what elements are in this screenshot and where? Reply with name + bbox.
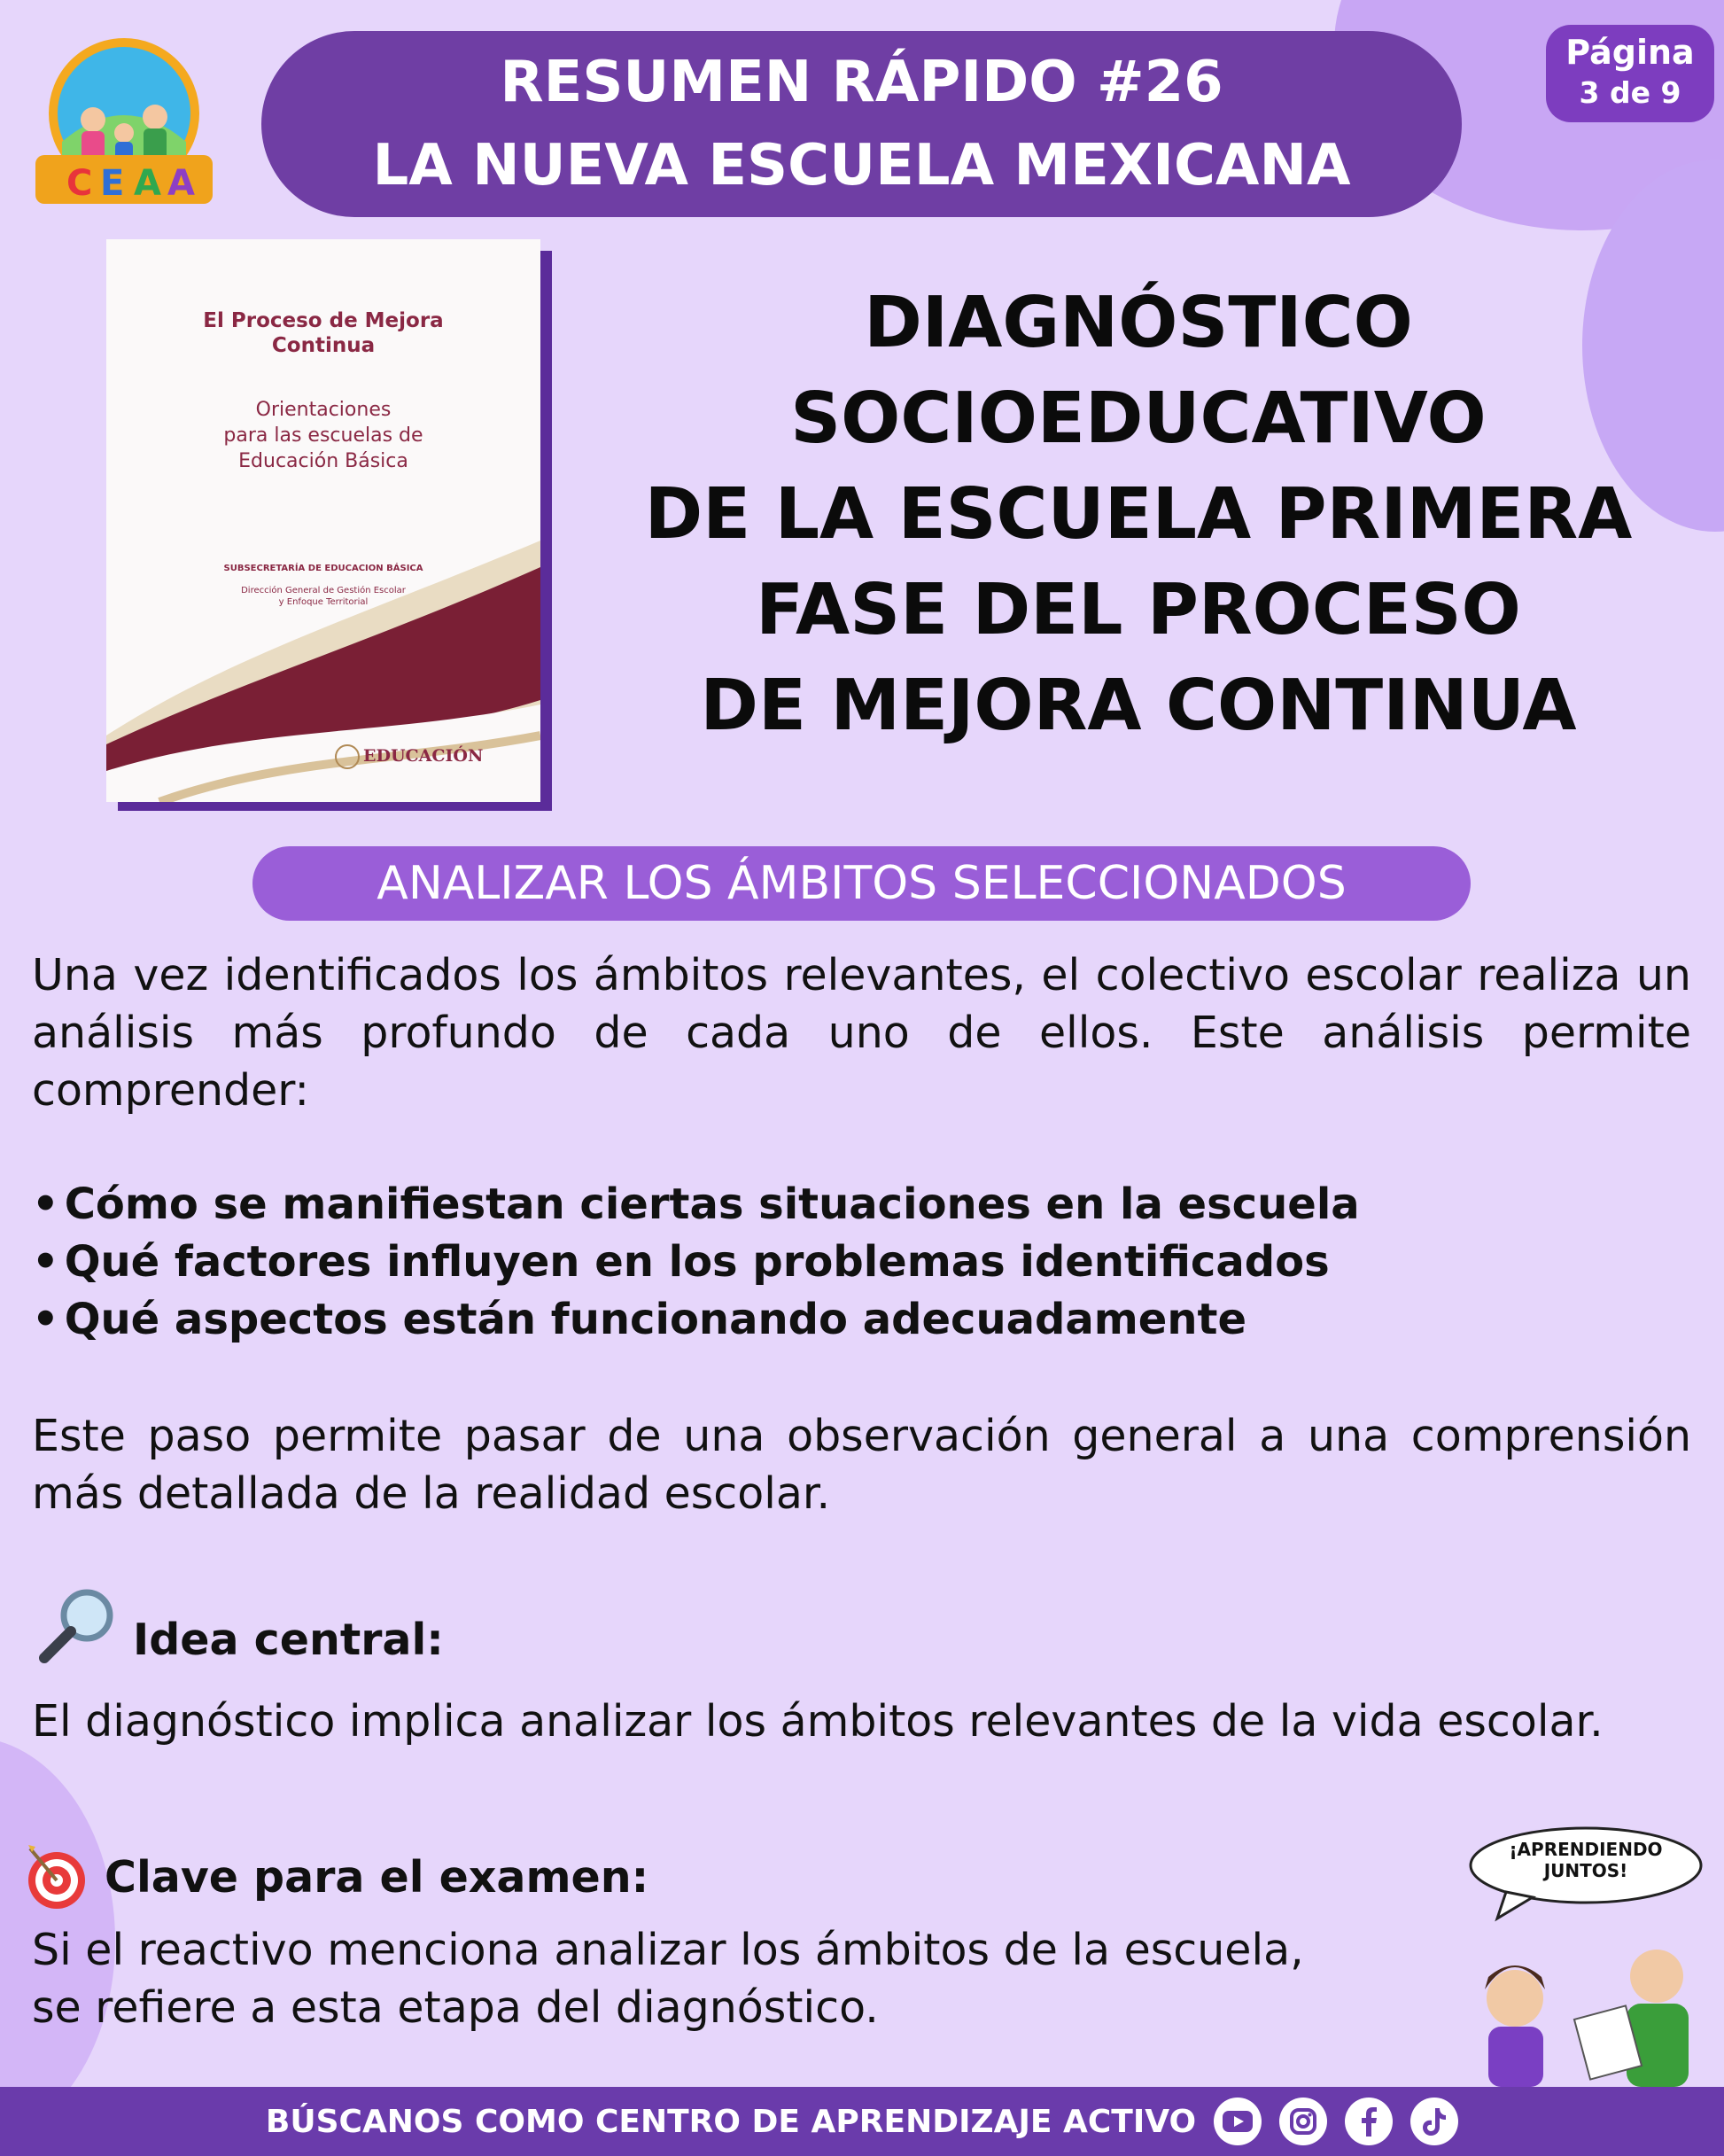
magnifying-glass-icon <box>32 1582 120 1670</box>
list-item: • Cómo se manifiestan ciertas situaciones en la escuela <box>32 1176 1691 1234</box>
page-label: Página <box>1565 33 1695 72</box>
main-title-line: DE LA ESCUELA PRIMERA <box>644 473 1633 555</box>
cover-direccion-line: y Enfoque Territorial <box>278 597 369 607</box>
clave-heading-text: Clave para el examen: <box>105 1851 649 1903</box>
bullet-list <box>32 1176 1691 1349</box>
clave-text-line: se refiere a esta etapa del diagnóstico. <box>32 1982 879 2033</box>
idea-heading-text: Idea central: <box>133 1614 444 1665</box>
cover-brand: EDUCACIÓN <box>363 746 484 766</box>
svg-text:A: A <box>167 163 195 204</box>
section-title: ANALIZAR LOS ÁMBITOS SELECCIONADOS <box>252 846 1471 921</box>
svg-text:E: E <box>100 163 125 204</box>
cover-direccion-line: Dirección General de Gestión Escolar <box>241 586 406 595</box>
clave-text-line: Si el reactivo menciona analizar los ámbitos de la escuela, <box>32 1925 1304 1975</box>
facebook-icon[interactable] <box>1345 2098 1393 2145</box>
idea-heading <box>32 1608 444 1670</box>
mascots-illustration <box>1453 1821 1724 2087</box>
footer <box>0 2087 1724 2156</box>
page-number: 3 de 9 <box>1579 75 1681 110</box>
cover-subtitle-line: Orientaciones <box>255 399 392 421</box>
instagram-icon[interactable] <box>1279 2098 1327 2145</box>
main-title-line: SOCIOEDUCATIVO <box>790 377 1487 459</box>
svg-text:A: A <box>134 163 161 204</box>
svg-text:C: C <box>66 163 93 204</box>
idea-text: El diagnóstico implica analizar los ámbitos relevantes de la vida escolar. <box>32 1696 1604 1747</box>
footer-text: BÚSCANOS COMO CENTRO DE APRENDIZAJE ACTIVO <box>265 2103 1197 2140</box>
page-badge <box>1546 25 1714 122</box>
cover-subtitle-line: para las escuelas de <box>223 424 423 447</box>
main-title-line: FASE DEL PROCESO <box>756 569 1521 650</box>
main-title-line: DE MEJORA CONTINUA <box>700 665 1577 746</box>
speech-bubble <box>1484 1839 1688 1881</box>
header-title-line2: LA NUEVA ESCUELA MEXICANA <box>372 133 1351 198</box>
tiktok-icon[interactable] <box>1410 2098 1458 2145</box>
intro-paragraph: Una vez identificados los ámbitos relevantes, el colectivo escolar realiza un análisis más profundo de cada uno de ellos. Este análisis permite comprender: <box>32 950 1691 1116</box>
seal-icon <box>335 744 360 769</box>
ceaa-logo <box>27 35 221 213</box>
cover-subtitle <box>106 397 540 474</box>
main-title <box>611 275 1666 753</box>
bubble-line: ¡APRENDIENDO <box>1509 1839 1663 1860</box>
bubble-line: JUNTOS! <box>1543 1860 1628 1881</box>
clave-heading <box>21 1841 648 1912</box>
list-item: • Qué factores influyen en los problemas identificados <box>32 1234 1691 1291</box>
target-icon <box>21 1841 92 1912</box>
cover-title: El Proceso de Mejora Continua <box>203 309 444 357</box>
main-title-line: DIAGNÓSTICO <box>864 282 1413 363</box>
cover-direccion <box>106 585 540 608</box>
header-title-line1: RESUMEN RÁPIDO #26 <box>500 50 1223 115</box>
clave-text <box>32 1921 1449 2036</box>
header-title <box>261 31 1462 217</box>
list-item: • Qué aspectos están funcionando adecuadamente <box>32 1291 1691 1349</box>
youtube-icon[interactable] <box>1214 2098 1262 2145</box>
closing-paragraph: Este paso permite pasar de una observación general a una comprensión más detallada de la realidad escolar. <box>32 1411 1691 1519</box>
cover-secretaria: SUBSECRETARÍA DE EDUCACION BÁSICA <box>223 564 423 573</box>
book-cover <box>106 239 540 802</box>
cover-subtitle-line: Educación Básica <box>238 450 408 472</box>
